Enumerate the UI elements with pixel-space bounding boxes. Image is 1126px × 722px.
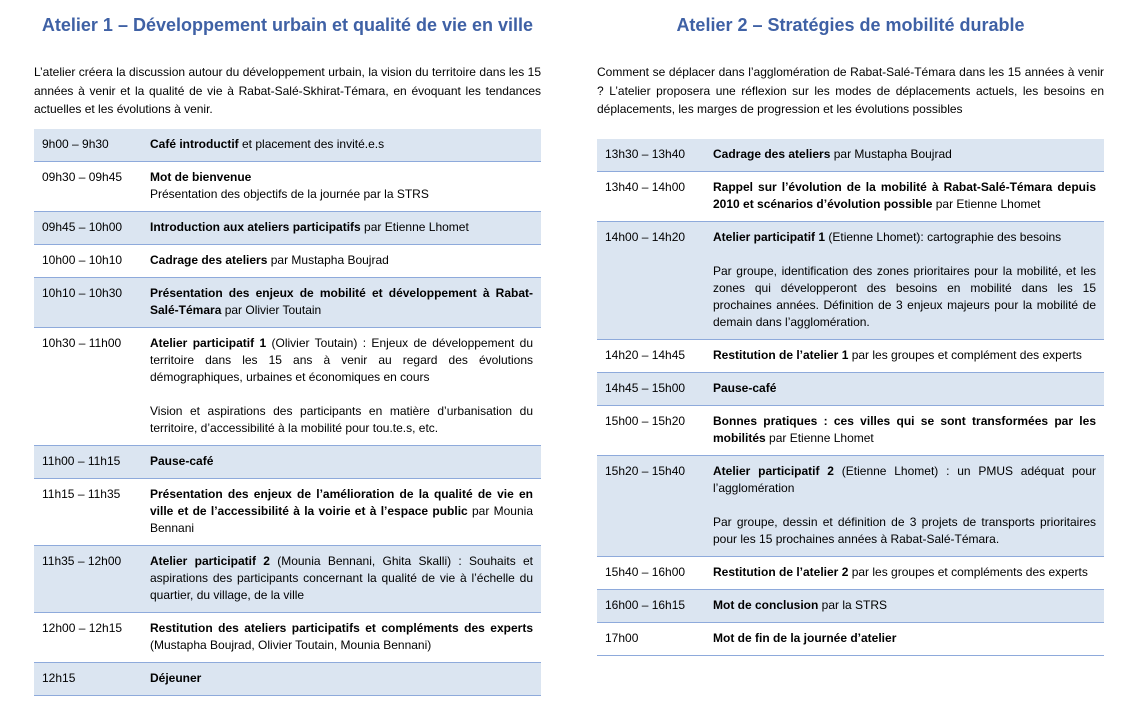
atelier1-section: [34, 0, 541, 696]
description-paragraph: [150, 285, 533, 319]
schedule-time: 17h00: [597, 623, 705, 656]
session-detail: par Mounia Bennani: [150, 504, 533, 535]
schedule-time: 14h00 – 14h20: [597, 222, 705, 340]
schedule-row: [597, 340, 1104, 373]
schedule-description: [705, 340, 1104, 373]
session-title: Présentation des enjeux de mobilité et développement à Rabat-Salé-Témara: [150, 286, 533, 317]
schedule-description: [142, 129, 541, 162]
schedule-time: 09h30 – 09h45: [34, 162, 142, 212]
atelier1-title: Atelier 1 – Développement urbain et qualité de vie en ville: [41, 15, 534, 35]
schedule-description: [705, 222, 1104, 340]
description-paragraph: [150, 219, 533, 236]
session-title: Pause-café: [150, 454, 214, 468]
description-paragraph: [713, 514, 1096, 548]
atelier1-intro: L’atelier créera la discussion autour du développement urbain, la vision du territoire dans les 15 années à venir et la qualité de vie à Rabat-Salé-Skhirat-Témara, en évoquant les tendances actuelles et les évolutions à venir.: [34, 65, 541, 116]
atelier2-schedule: [597, 139, 1104, 656]
schedule-description: [705, 623, 1104, 656]
schedule-row: [34, 546, 541, 613]
session-detail: par Olivier Toutain: [221, 303, 322, 317]
schedule-row: [597, 172, 1104, 222]
schedule-row: [34, 479, 541, 546]
schedule-description: [705, 557, 1104, 590]
session-title: Restitution des ateliers participatifs et compléments des experts: [150, 621, 533, 635]
schedule-time: 11h35 – 12h00: [34, 546, 142, 613]
session-title: Présentation des enjeux de l’amélioration de la qualité de vie en ville et de l’accessibilité à la voirie et à l’espace public: [150, 487, 533, 518]
schedule-row: [34, 162, 541, 212]
description-paragraph: [713, 146, 1096, 163]
session-detail: (Mustapha Boujrad, Olivier Toutain, Mounia Bennani): [150, 638, 432, 652]
schedule-time: 14h45 – 15h00: [597, 373, 705, 406]
schedule-time: 12h15: [34, 663, 142, 696]
session-title: Introduction aux ateliers participatifs: [150, 220, 361, 234]
schedule-description: [142, 328, 541, 446]
schedule-description: [142, 546, 541, 613]
description-paragraph: [150, 670, 533, 687]
schedule-description: [142, 278, 541, 328]
schedule-time: 11h15 – 11h35: [34, 479, 142, 546]
schedule-time: 11h00 – 11h15: [34, 446, 142, 479]
schedule-description: [705, 456, 1104, 557]
description-paragraph: [713, 630, 1096, 647]
session-detail: par Mustapha Boujrad: [267, 253, 389, 267]
session-detail: Présentation des objectifs de la journée par la STRS: [150, 187, 429, 201]
schedule-description: [705, 139, 1104, 172]
session-detail: par les groupes et compléments des experts: [848, 565, 1088, 579]
schedule-time: 16h00 – 16h15: [597, 590, 705, 623]
schedule-row: [597, 406, 1104, 456]
session-detail: par la STRS: [818, 598, 888, 612]
description-paragraph: [713, 179, 1096, 213]
session-detail: Par groupe, dessin et définition de 3 projets de transports prioritaires pour les 15 prochaines années à Rabat-Salé-Témara.: [713, 515, 1096, 546]
description-paragraph: [713, 229, 1096, 246]
description-paragraph: [150, 453, 533, 470]
schedule-description: [142, 613, 541, 663]
description-paragraph: [713, 347, 1096, 364]
schedule-description: [142, 663, 541, 696]
schedule-row: [597, 557, 1104, 590]
session-title: Restitution de l’atelier 2: [713, 565, 849, 579]
description-paragraph: [150, 403, 533, 437]
schedule-row: [597, 623, 1104, 656]
session-detail: par Etienne Lhomet: [360, 220, 469, 234]
session-detail: (Etienne Lhomet): cartographie des besoins: [825, 230, 1062, 244]
schedule-row: [34, 129, 541, 162]
session-detail: (Olivier Toutain) : Enjeux de développement du territoire dans les 15 ans à venir au regard des évolutions démographiques, urbaines et économiques en cours: [150, 336, 534, 384]
session-title: Mot de bienvenue: [150, 170, 252, 184]
atelier2-intro: Comment se déplacer dans l’agglomération de Rabat-Salé-Témara dans les 15 années à venir ? L’atelier proposera une réflexion sur les modes de déplacements actuels, les besoins en déplacements, les marges de progression et les évolutions possibles: [597, 65, 1104, 116]
session-title: Cadrage des ateliers: [713, 147, 831, 161]
atelier1-schedule: [34, 129, 541, 696]
session-title: Mot de conclusion: [713, 598, 819, 612]
description-paragraph: [713, 564, 1096, 581]
schedule-time: 09h45 – 10h00: [34, 212, 142, 245]
schedule-row: [597, 373, 1104, 406]
schedule-row: [34, 328, 541, 446]
schedule-time: 15h00 – 15h20: [597, 406, 705, 456]
schedule-description: [142, 245, 541, 278]
session-title: Café introductif: [150, 137, 239, 151]
schedule-row: [597, 139, 1104, 172]
schedule-row: [34, 613, 541, 663]
description-paragraph: [150, 486, 533, 537]
session-title: Bonnes pratiques : ces villes qui se sont transformées par les mobilités: [713, 414, 1096, 445]
schedule-row: [597, 590, 1104, 623]
schedule-time: 13h30 – 13h40: [597, 139, 705, 172]
session-detail: et placement des invité.e.s: [238, 137, 385, 151]
session-detail: par Mustapha Boujrad: [830, 147, 952, 161]
schedule-description: [142, 212, 541, 245]
schedule-description: [142, 446, 541, 479]
session-title: Restitution de l’atelier 1: [713, 348, 849, 362]
session-detail: Vision et aspirations des participants en matière d’urbanisation du territoire, d’accessibilité à la mobilité pour tou.te.s, etc.: [150, 404, 533, 435]
schedule-description: [142, 162, 541, 212]
schedule-description: [705, 406, 1104, 456]
session-title: Atelier participatif 1: [713, 230, 826, 244]
description-paragraph: [150, 252, 533, 269]
description-paragraph: [713, 413, 1096, 447]
session-title: Cadrage des ateliers: [150, 253, 268, 267]
schedule-description: [705, 590, 1104, 623]
schedule-time: 15h20 – 15h40: [597, 456, 705, 557]
schedule-description: [705, 373, 1104, 406]
description-paragraph: [150, 169, 533, 203]
description-paragraph: [150, 620, 533, 654]
schedule-row: [34, 446, 541, 479]
schedule-row: [34, 245, 541, 278]
schedule-row: [34, 212, 541, 245]
schedule-row: [597, 456, 1104, 557]
schedule-time: 10h10 – 10h30: [34, 278, 142, 328]
schedule-row: [34, 663, 541, 696]
description-paragraph: [150, 136, 533, 153]
description-paragraph: [713, 380, 1096, 397]
atelier2-title: Atelier 2 – Stratégies de mobilité durable: [676, 15, 1025, 35]
description-paragraph: [713, 597, 1096, 614]
schedule-time: 13h40 – 14h00: [597, 172, 705, 222]
description-paragraph: [713, 463, 1096, 497]
description-paragraph: [150, 553, 533, 604]
session-detail: par Etienne Lhomet: [932, 197, 1041, 211]
schedule-row: [597, 222, 1104, 340]
session-detail: (Mounia Bennani, Ghita Skalli) : Souhaits et aspirations des participants concernant la qualité de vie à l’échelle du quartier, du village, de la ville: [150, 554, 533, 602]
session-detail: Par groupe, identification des zones prioritaires pour la mobilité, et les zones qui développeront des besoins en mobilité dans les 15 prochaines années. Définition de 3 enjeux majeurs pour la mobilité de demain dans l’agglomération.: [713, 264, 1096, 329]
session-title: Mot de fin de la journée d’atelier: [713, 631, 897, 645]
session-title: Atelier participatif 2: [713, 464, 834, 478]
atelier2-section: [597, 0, 1104, 656]
session-detail: (Etienne Lhomet) : un PMUS adéquat pour l’agglomération: [713, 464, 1097, 495]
schedule-row: [34, 278, 541, 328]
schedule-time: 10h00 – 10h10: [34, 245, 142, 278]
description-paragraph: [150, 335, 533, 386]
session-detail: par les groupes et complément des experts: [848, 348, 1082, 362]
schedule-description: [142, 479, 541, 546]
session-title: Pause-café: [713, 381, 777, 395]
schedule-time: 14h20 – 14h45: [597, 340, 705, 373]
session-detail: par Etienne Lhomet: [765, 431, 874, 445]
schedule-time: 10h30 – 11h00: [34, 328, 142, 446]
schedule-time: 12h00 – 12h15: [34, 613, 142, 663]
session-title: Déjeuner: [150, 671, 202, 685]
schedule-time: 15h40 – 16h00: [597, 557, 705, 590]
description-paragraph: [713, 263, 1096, 331]
session-title: Atelier participatif 1: [150, 336, 267, 350]
schedule-description: [705, 172, 1104, 222]
session-title: Atelier participatif 2: [150, 554, 270, 568]
schedule-time: 9h00 – 9h30: [34, 129, 142, 162]
session-title: Rappel sur l’évolution de la mobilité à Rabat-Salé-Témara depuis 2010 et scénarios d’évolution possible: [713, 180, 1096, 211]
